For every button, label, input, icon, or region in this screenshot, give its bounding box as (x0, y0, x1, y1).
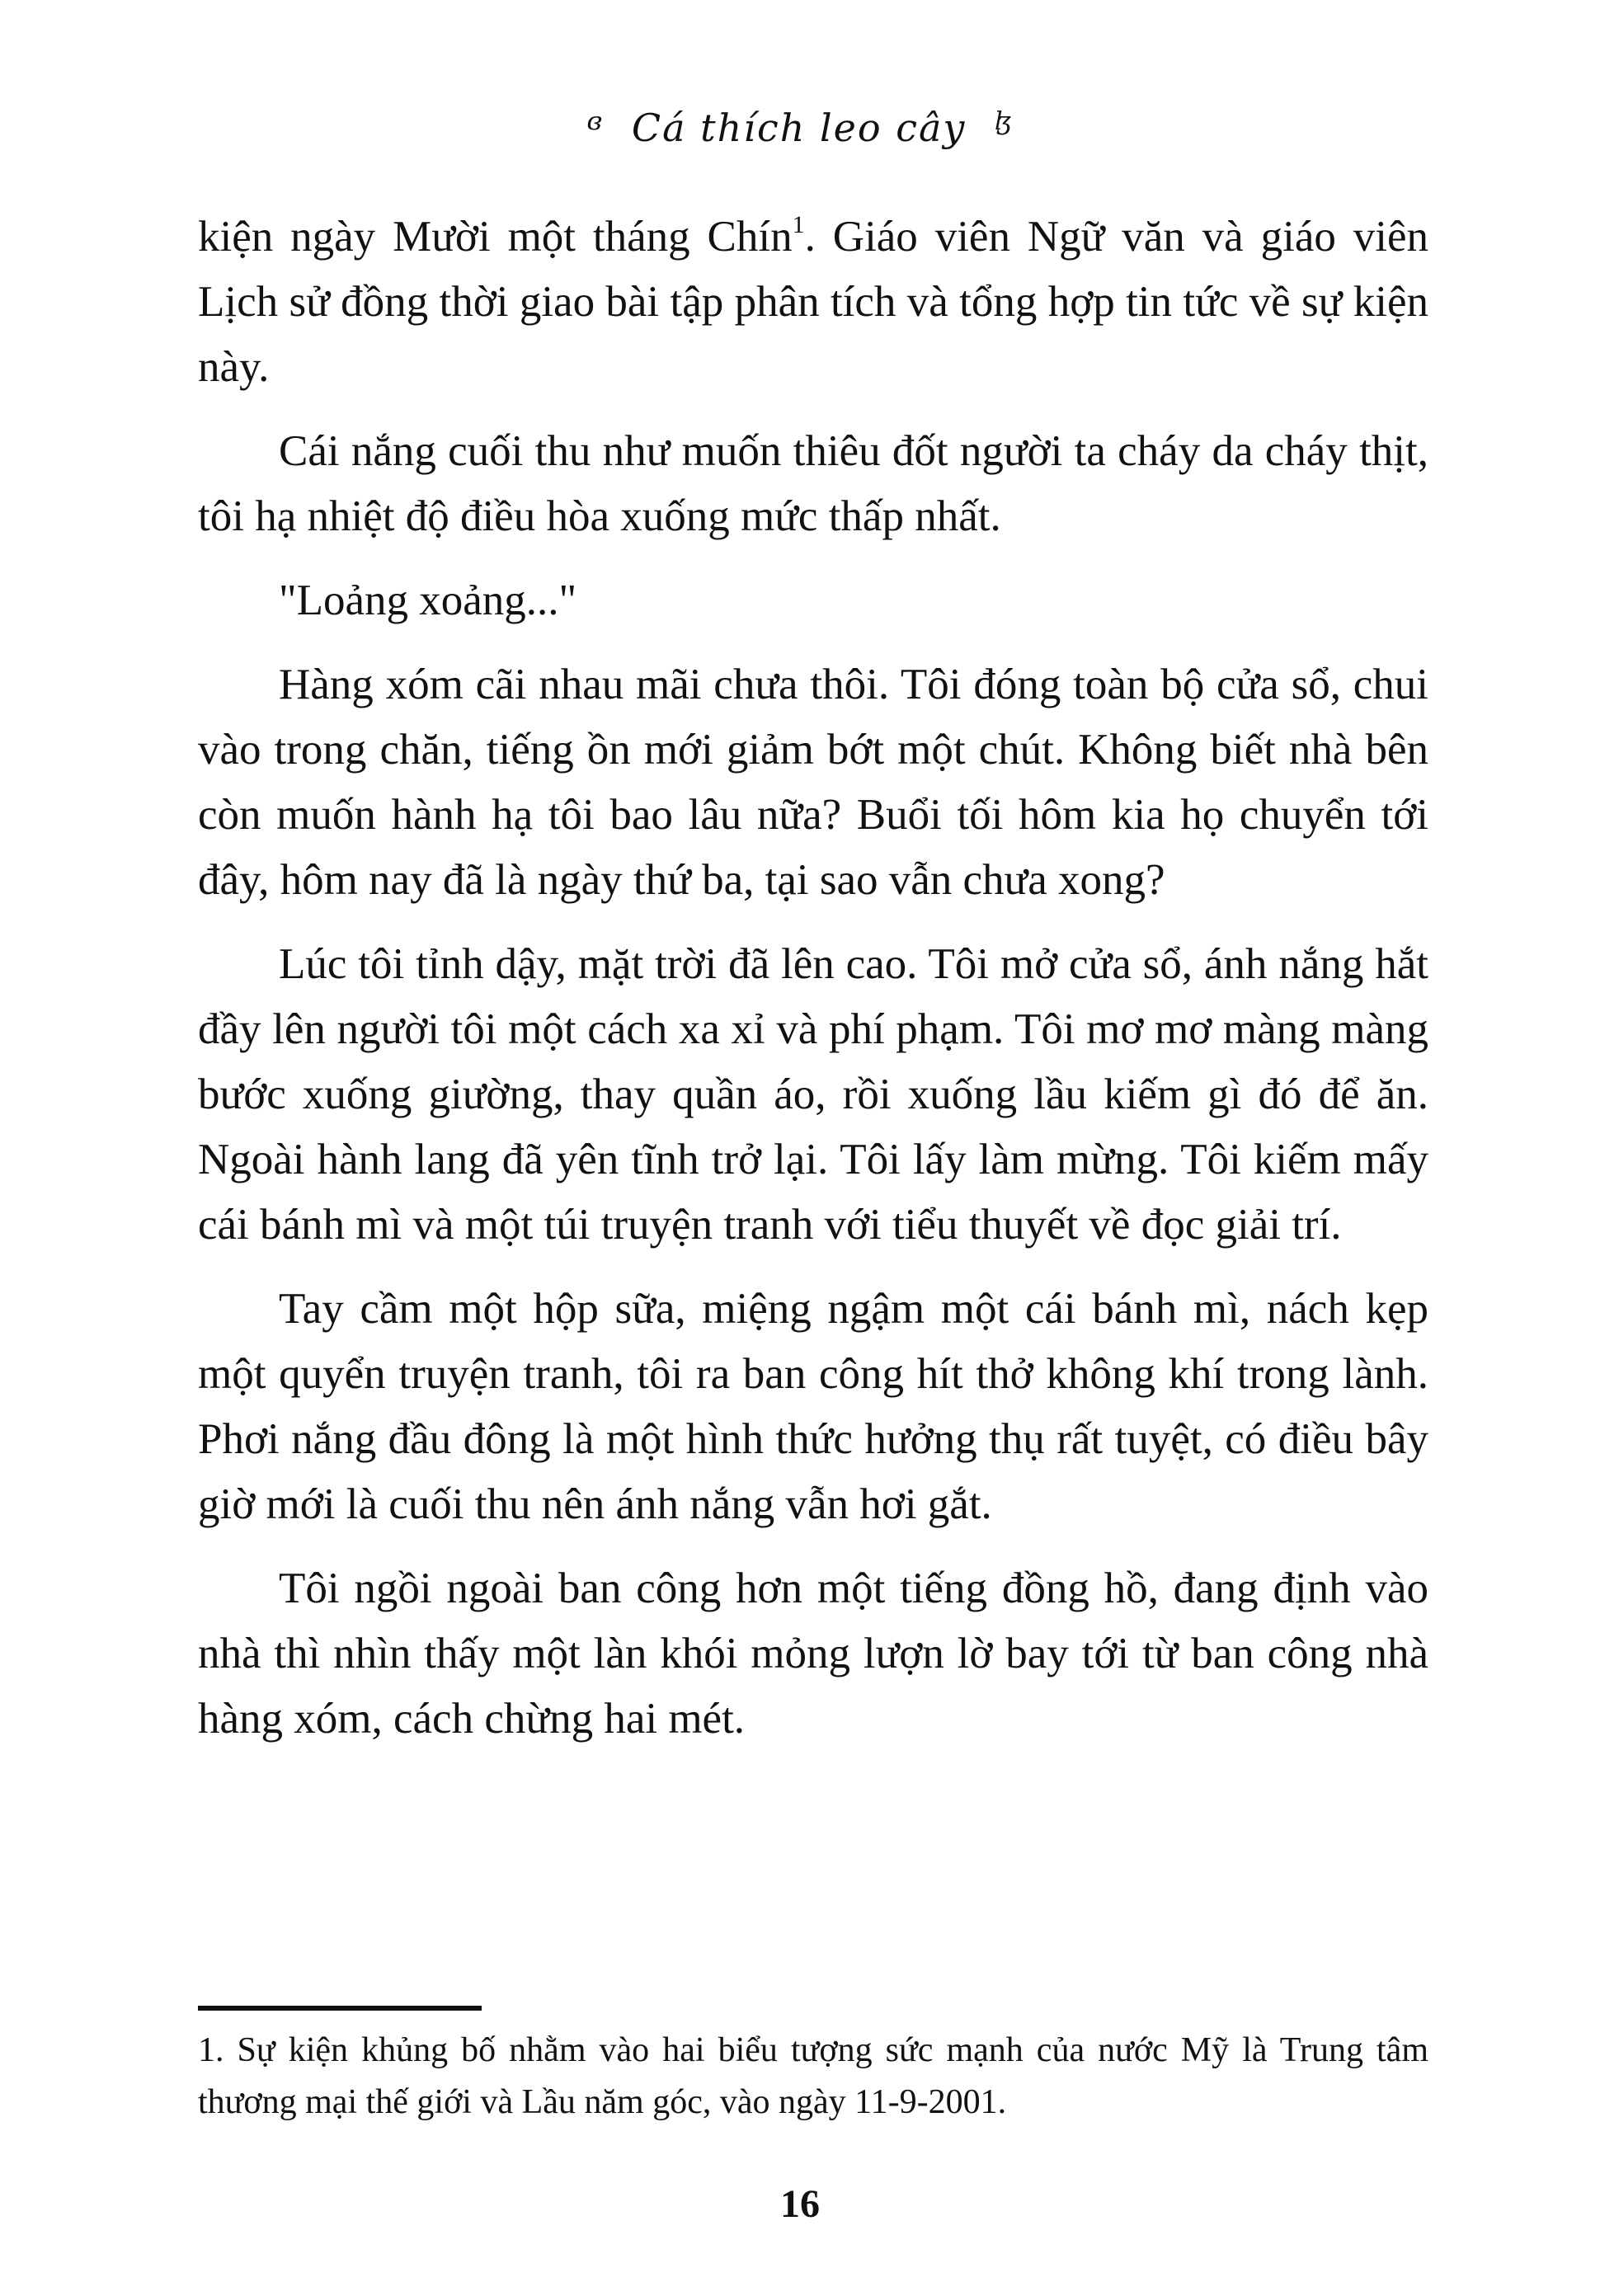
flourish-left-icon: ɞ (586, 107, 604, 136)
footnote-divider (198, 2006, 482, 2011)
footnote-reference: 1 (792, 211, 805, 238)
paragraph-2: Cái nắng cuối thu như muốn thiêu đốt người ta cháy da cháy thịt, tôi hạ nhiệt độ điều hòa xuống mức thấp nhất. (198, 427, 1428, 540)
flourish-right-icon: ɮ (994, 107, 1014, 136)
book-title: Cá thích leo cây (631, 106, 967, 150)
paragraph-7: Tôi ngồi ngoài ban công hơn một tiếng đồng hồ, đang định vào nhà thì nhìn thấy một làn khói mỏng lượn lờ bay tới từ ban công nhà hàng xóm, cách chừng hai mét. (198, 1564, 1428, 1743)
body-text (198, 205, 1428, 1771)
page-number: 16 (780, 2182, 820, 2226)
footnote (198, 2025, 1428, 2129)
paragraph-6: Tay cầm một hộp sữa, miệng ngậm một cái bánh mì, nách kẹp một quyển truyện tranh, tôi ra ban công hít thở không khí trong lành. Phơi nắng đầu đông là một hình thức hưởng thụ rất tuyệt, có điều bây giờ mới là cuối thu nên ánh nắng vẫn hơi gắt. (198, 1285, 1428, 1528)
paragraph-4: Hàng xóm cãi nhau mãi chưa thôi. Tôi đóng toàn bộ cửa sổ, chui vào trong chăn, tiếng ồn mới giảm bớt một chút. Không biết nhà bên còn muốn hành hạ tôi bao lâu nữa? Buổi tối hôm kia họ chuyển tới đây, hôm nay đã là ngày thứ ba, tại sao vẫn chưa xong? (198, 661, 1428, 904)
running-header (0, 106, 1600, 150)
paragraph-5: Lúc tôi tỉnh dậy, mặt trời đã lên cao. Tôi mở cửa sổ, ánh nắng hắt đầy lên người tôi một cách xa xỉ và phí phạm. Tôi mơ mơ màng màng bước xuống giường, thay quần áo, rồi xuống lầu kiếm gì đó để ăn. Ngoài hành lang đã yên tĩnh trở lại. Tôi lấy làm mừng. Tôi kiếm mấy cái bánh mì và một túi truyện tranh với tiểu thuyết về đọc giải trí. (198, 940, 1428, 1249)
paragraph-3: "Loảng xoảng..." (279, 576, 577, 624)
footnote-text: 1. Sự kiện khủng bố nhằm vào hai biểu tượng sức mạnh của nước Mỹ là Trung tâm thương mại thế giới và Lầu năm góc, vào ngày 11-9-2001. (198, 2031, 1428, 2121)
paragraph-1: kiện ngày Mười một tháng Chín$^1$. Giáo viên Ngữ văn và giáo viên Lịch sử đồng thời giao bài tập phân tích và tổng hợp tin tức về sự kiện này. (198, 211, 1428, 391)
